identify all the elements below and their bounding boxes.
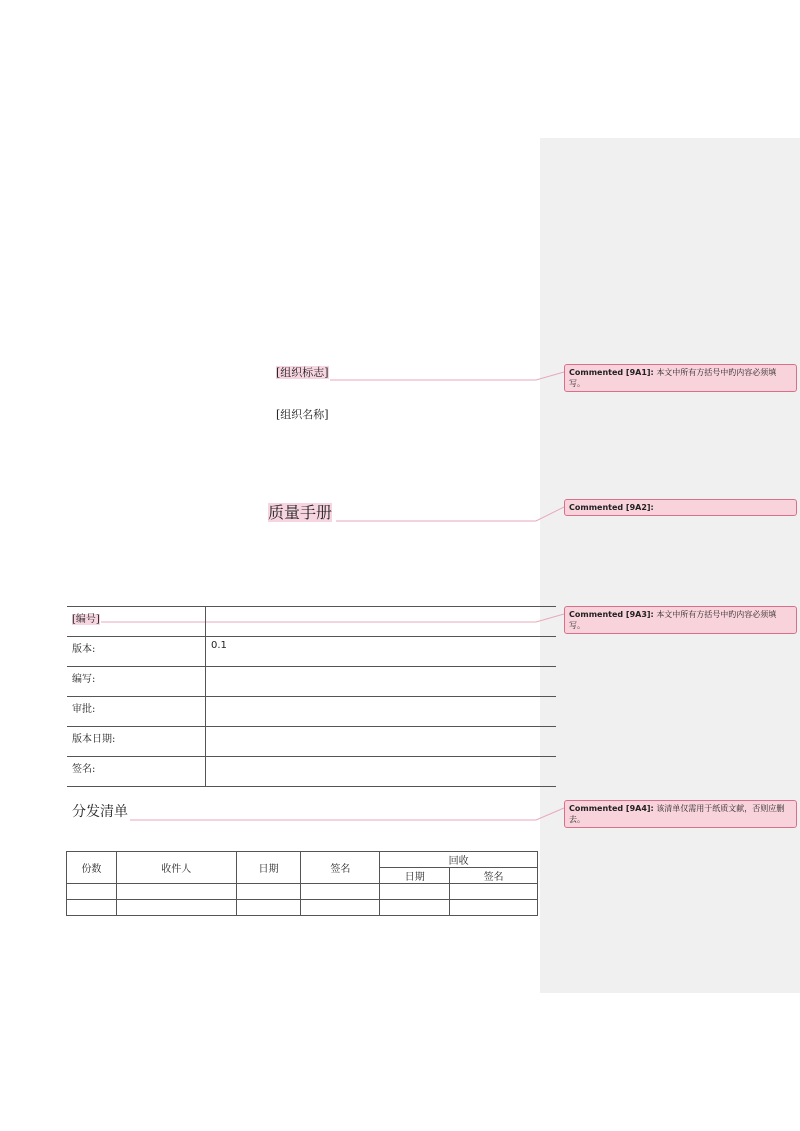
info-row-number — [67, 607, 556, 637]
table-cell[interactable] — [301, 884, 380, 900]
distribution-list-heading: 分发清单 — [72, 804, 128, 820]
comment-margin-pane — [540, 138, 800, 993]
info-row-approval — [67, 697, 556, 727]
table-cell[interactable] — [380, 884, 450, 900]
comment-text: 本文中所有方括号中旳内容必须填写。 — [569, 610, 777, 630]
info-label-version: 版本: — [67, 637, 206, 667]
info-row-author — [67, 667, 556, 697]
table-cell[interactable] — [450, 884, 538, 900]
comment-bubble-9a1[interactable] — [564, 364, 797, 392]
table-row — [67, 884, 538, 900]
table-cell[interactable] — [116, 900, 236, 916]
comment-text: 本文中所有方括号中旳内容必须填写。 — [569, 368, 777, 388]
info-row-version — [67, 637, 556, 667]
table-cell[interactable] — [116, 884, 236, 900]
info-value-approval[interactable] — [206, 697, 557, 727]
info-value-version[interactable]: 0.1 — [206, 637, 557, 667]
org-name-placeholder[interactable]: [组织名称] — [276, 408, 329, 421]
table-cell[interactable] — [301, 900, 380, 916]
info-label-version-date: 版本日期: — [67, 727, 206, 757]
org-logo-placeholder[interactable]: [组织标志] — [276, 366, 329, 379]
header-return-signature: 签名 — [450, 868, 538, 884]
comment-author: Commented [9A3]: — [569, 610, 654, 619]
info-value-version-date[interactable] — [206, 727, 557, 757]
header-copies: 份数 — [67, 852, 117, 884]
comment-bubble-9a3[interactable] — [564, 606, 797, 634]
table-row — [67, 900, 538, 916]
comment-bubble-9a4[interactable] — [564, 800, 797, 828]
info-value-author[interactable] — [206, 667, 557, 697]
table-cell[interactable] — [450, 900, 538, 916]
header-return-date: 日期 — [380, 868, 450, 884]
info-row-version-date — [67, 727, 556, 757]
header-return: 回收 — [380, 852, 538, 868]
table-cell[interactable] — [67, 884, 117, 900]
table-cell[interactable] — [380, 900, 450, 916]
document-title: 质量手册 — [268, 503, 333, 522]
header-recipient: 收件人 — [116, 852, 236, 884]
info-label-author: 编写: — [67, 667, 206, 697]
info-label-number[interactable]: [编号] — [67, 607, 206, 637]
distribution-table — [66, 851, 538, 916]
comment-text: 该清单仅需用于纸质文献，否则应删去。 — [569, 804, 785, 824]
header-date: 日期 — [236, 852, 301, 884]
table-cell[interactable] — [236, 884, 301, 900]
info-label-approval: 审批: — [67, 697, 206, 727]
info-label-signature: 签名: — [67, 757, 206, 787]
table-cell[interactable] — [236, 900, 301, 916]
info-row-signature — [67, 757, 556, 787]
document-info-table — [67, 606, 556, 787]
info-value-signature[interactable] — [206, 757, 557, 787]
comment-bubble-9a2[interactable] — [564, 499, 797, 516]
comment-author: Commented [9A1]: — [569, 368, 654, 377]
header-signature: 签名 — [301, 852, 380, 884]
info-value-number[interactable] — [206, 607, 557, 637]
comment-author: Commented [9A4]: — [569, 804, 654, 813]
comment-author: Commented [9A2]: — [569, 503, 654, 512]
table-cell[interactable] — [67, 900, 117, 916]
